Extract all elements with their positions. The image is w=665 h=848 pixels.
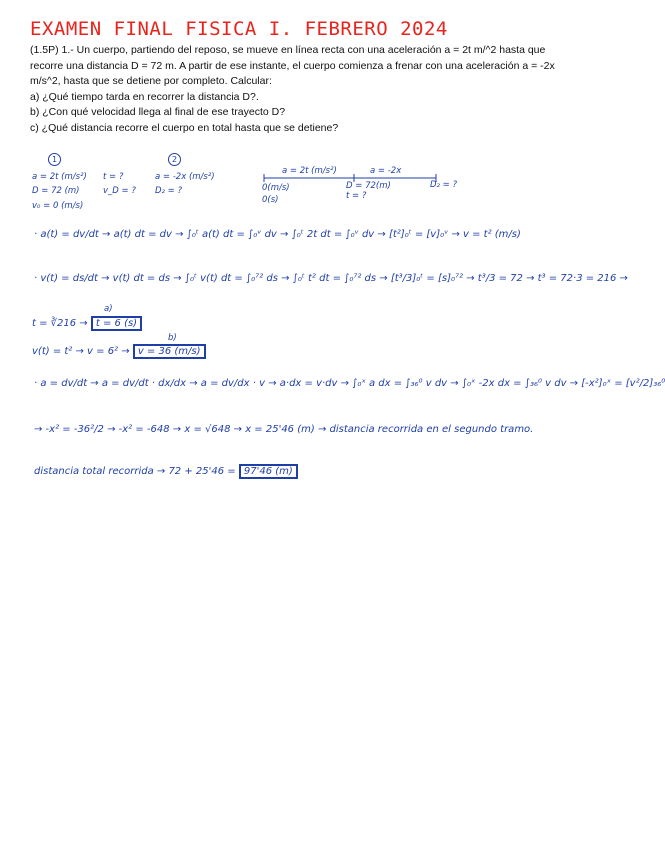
section-marker-1: 1	[48, 153, 61, 166]
velocity-step: v(t) = t² → v = 6² →	[32, 346, 130, 357]
axis-label-accel-1: a = 2t (m/s²)	[282, 166, 337, 176]
problem-line: recorre una distancia D = 72 m. A partir de ese instante, el cuerpo comienza a frenar con una aceleración a = -2x	[30, 59, 555, 72]
given-acceleration: a = 2t (m/s²)	[32, 172, 87, 182]
axis-point-t: t = ?	[346, 191, 367, 201]
cube-root-step: t = ∛216 →	[32, 318, 88, 329]
exam-title: EXAMEN FINAL FISICA I. FEBRERO 2024	[30, 18, 448, 40]
question-b: b) ¿Con qué velocidad llega al final de ese trayecto D?	[30, 106, 286, 119]
unknown-distance-2: D₂ = ?	[155, 186, 182, 196]
given-initial-velocity: v₀ = 0 (m/s)	[32, 201, 84, 211]
section-marker-2: 2	[168, 153, 181, 166]
answer-c-box: 97'46 (m)	[239, 464, 298, 479]
unknown-velocity: v_D = ?	[103, 186, 136, 196]
axis-origin-time: 0(s)	[262, 195, 279, 205]
answer-a-box: t = 6 (s)	[91, 316, 142, 331]
time-derivation: · v(t) = ds/dt → v(t) dt = ds → ∫₀ᵗ v(t) dt = ∫₀⁷² ds → ∫₀ᵗ t² dt = ∫₀⁷² ds → [t³/3]₀ᵗ = [s]₀⁷² → t³/3 = 72 → t³ = 72·3 = 216 →	[34, 273, 628, 284]
answer-a-label: a)	[104, 304, 113, 314]
problem-line: (1.5P) 1.- Un cuerpo, partiendo del reposo, se mueve en línea recta con una aceleración a = 2t m/^2 hasta que	[30, 44, 546, 56]
answer-a	[32, 318, 142, 329]
axis-point-d2: D₂ = ?	[430, 180, 457, 190]
answer-c	[34, 466, 298, 477]
answer-b-label: b)	[168, 333, 177, 343]
axis-point-d: D = 72(m)	[346, 181, 391, 191]
second-distance-derivation: → -x² = -36²/2 → -x² = -648 → x = √648 → x = 25'46 (m) → distancia recorrida en el segundo tramo.	[34, 424, 534, 435]
answer-b-box: v = 36 (m/s)	[133, 344, 206, 359]
given-braking-acceleration: a = -2x (m/s²)	[155, 172, 215, 182]
problem-line: m/s^2, hasta que se detiene por completo. Calcular:	[30, 75, 272, 88]
question-c: c) ¿Qué distancia recorre el cuerpo en total hasta que se detiene?	[30, 121, 339, 134]
axis-label-accel-2: a = -2x	[370, 166, 402, 176]
velocity-derivation: · a(t) = dv/dt → a(t) dt = dv → ∫₀ᵗ a(t) dt = ∫₀ᵛ dv → ∫₀ᵗ 2t dt = ∫₀ᵛ dv → [t²]₀ᵗ = [v]₀ᵛ → v = t² (m/s)	[34, 229, 521, 240]
answer-b	[32, 346, 206, 357]
question-a: a) ¿Qué tiempo tarda en recorrer la distancia D?.	[30, 90, 259, 103]
unknown-time: t = ?	[103, 172, 124, 182]
given-distance: D = 72 (m)	[32, 186, 80, 196]
axis-origin-velocity: 0(m/s)	[262, 183, 290, 193]
total-distance-step: distancia total recorrida → 72 + 25'46 =	[34, 466, 236, 477]
braking-derivation: · a = dv/dt → a = dv/dt · dx/dx → a = dv/dx · v → a·dx = v·dv → ∫₀ˣ a dx = ∫₃₆⁰ v dv → ∫₀ˣ -2x dx = ∫₃₆⁰ v dv → [-x²]₀ˣ = [v²/2]₃₆⁰	[34, 378, 665, 389]
problem-statement	[30, 43, 575, 137]
